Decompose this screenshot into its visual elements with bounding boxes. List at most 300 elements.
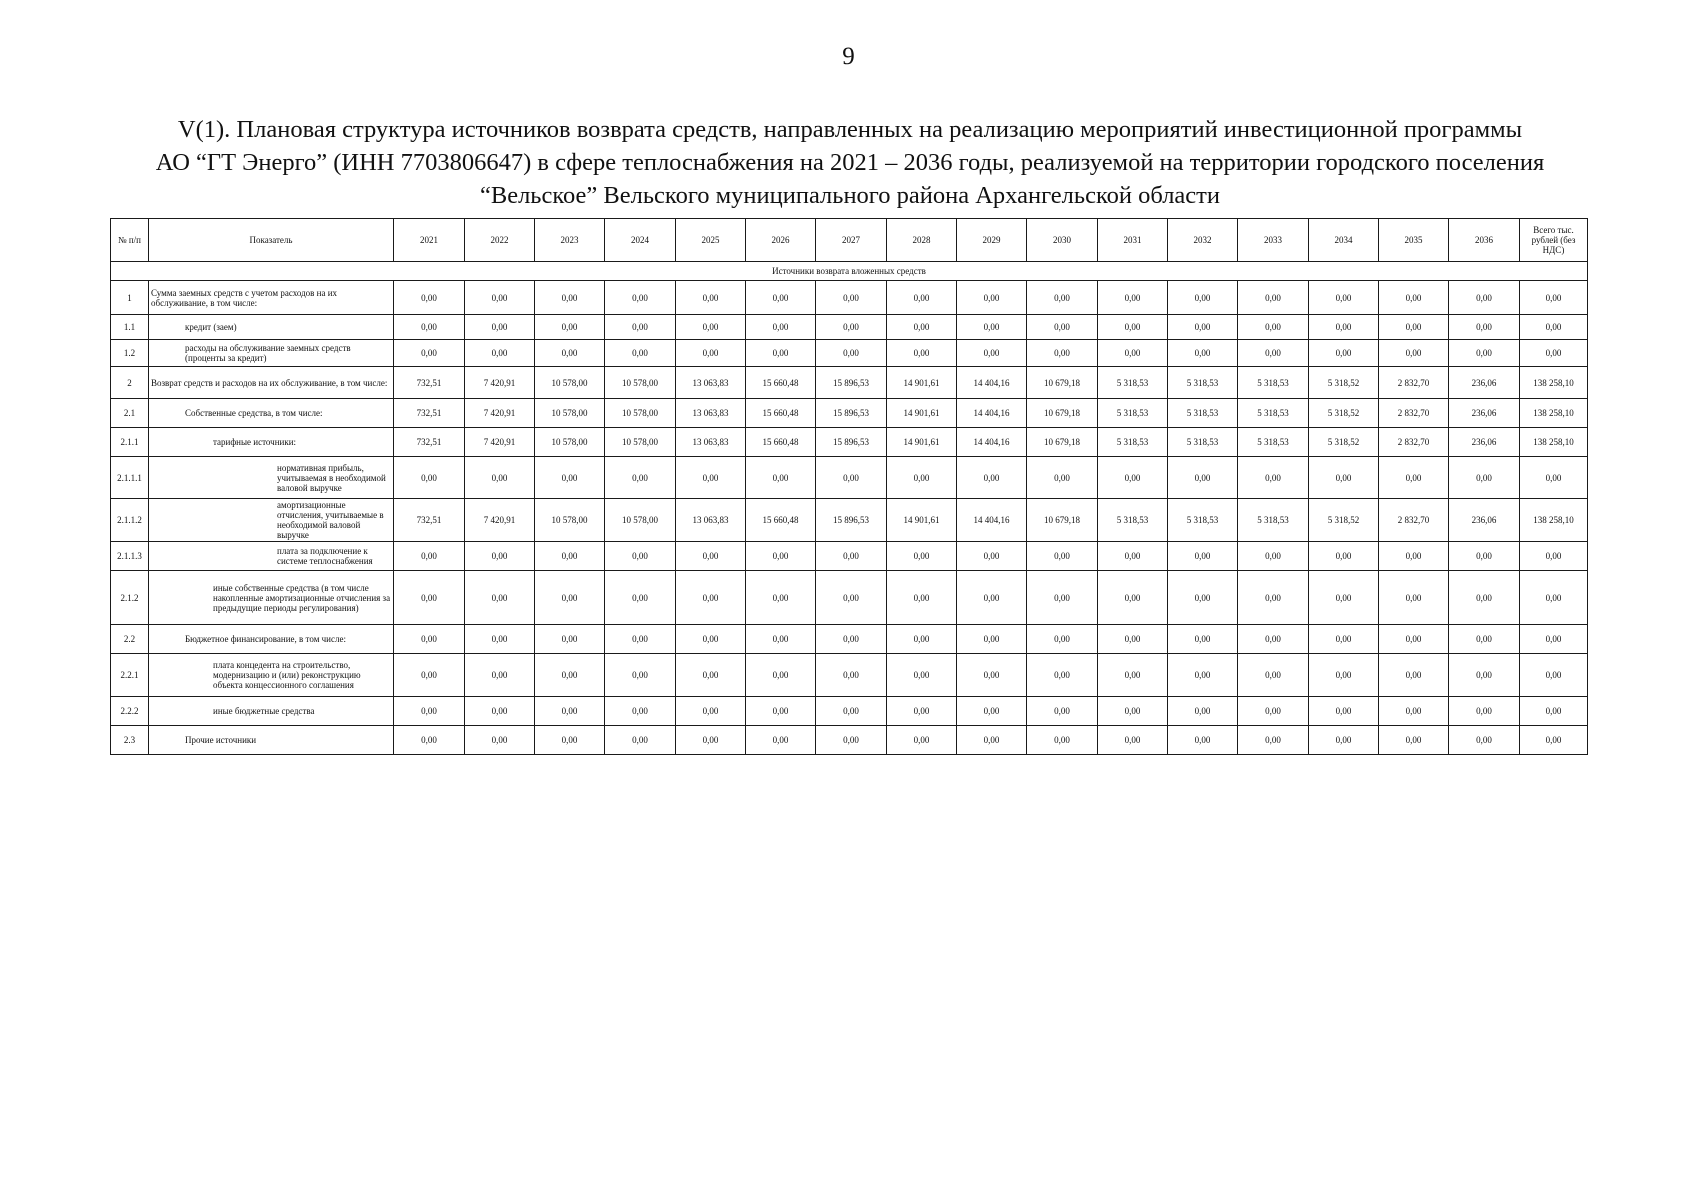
row-year-value: 0,00 [1379,697,1449,726]
row-year-value: 0,00 [1309,697,1379,726]
row-year-value: 0,00 [957,340,1027,367]
row-year-value: 0,00 [957,726,1027,755]
row-year-value: 0,00 [394,340,465,367]
row-total-value: 0,00 [1520,315,1588,340]
row-year-value: 0,00 [1238,340,1309,367]
row-year-value: 0,00 [1449,571,1520,625]
header-year: 2021 [394,219,465,262]
row-number: 2.1.1 [111,428,149,457]
row-year-value: 0,00 [816,281,887,315]
row-year-value: 732,51 [394,399,465,428]
row-year-value: 0,00 [676,726,746,755]
row-number: 2.1.1.2 [111,499,149,542]
row-year-value: 0,00 [535,571,605,625]
row-year-value: 0,00 [1168,625,1238,654]
row-year-value: 13 063,83 [676,499,746,542]
header-year: 2032 [1168,219,1238,262]
row-year-value: 0,00 [465,625,535,654]
sources-table [110,218,1588,755]
row-year-value: 236,06 [1449,399,1520,428]
row-year-value: 0,00 [1309,726,1379,755]
row-year-value: 0,00 [816,340,887,367]
table-row [111,315,1588,340]
row-year-value: 0,00 [1098,542,1168,571]
row-total-value: 0,00 [1520,340,1588,367]
row-year-value: 0,00 [1309,654,1379,697]
row-year-value: 0,00 [746,726,816,755]
row-year-value: 0,00 [1309,571,1379,625]
row-year-value: 0,00 [1168,571,1238,625]
row-year-value: 0,00 [394,625,465,654]
row-year-value: 0,00 [465,726,535,755]
row-year-value: 0,00 [1098,726,1168,755]
table-row [111,625,1588,654]
row-total-value: 0,00 [1520,571,1588,625]
title-line-2: АО “ГТ Энерго” (ИНН 7703806647) в сфере теплоснабжения на 2021 – 2036 годы, реализуемой на территории городского поселения [155,149,1545,176]
row-year-value: 0,00 [1379,571,1449,625]
row-year-value: 236,06 [1449,499,1520,542]
row-year-value: 2 832,70 [1379,428,1449,457]
row-year-value: 0,00 [1027,625,1098,654]
row-year-value: 0,00 [887,281,957,315]
section-row [111,262,1588,281]
row-year-value: 0,00 [394,457,465,499]
row-year-value: 0,00 [1379,542,1449,571]
row-year-value: 0,00 [887,315,957,340]
row-year-value: 0,00 [394,571,465,625]
row-year-value: 0,00 [1098,281,1168,315]
row-year-value: 0,00 [1238,457,1309,499]
row-year-value: 10 578,00 [605,499,676,542]
table-row [111,697,1588,726]
row-year-value: 0,00 [535,542,605,571]
header-year: 2022 [465,219,535,262]
row-year-value: 0,00 [605,542,676,571]
row-year-value: 0,00 [394,726,465,755]
row-year-value: 0,00 [1238,654,1309,697]
row-year-value: 0,00 [746,625,816,654]
row-year-value: 0,00 [957,281,1027,315]
row-number: 2 [111,367,149,399]
row-year-value: 0,00 [1098,340,1168,367]
row-year-value: 0,00 [394,654,465,697]
row-number: 2.3 [111,726,149,755]
row-year-value: 0,00 [1027,726,1098,755]
row-year-value: 0,00 [957,697,1027,726]
row-number: 2.2.2 [111,697,149,726]
row-indicator: плата концедента на строительство, модернизацию и (или) реконструкцию объекта концессионного соглашения [149,654,394,697]
row-year-value: 10 578,00 [605,367,676,399]
row-year-value: 0,00 [816,315,887,340]
table-row [111,542,1588,571]
row-year-value: 10 578,00 [605,399,676,428]
row-total-value: 138 258,10 [1520,428,1588,457]
document-title [100,113,1600,212]
row-year-value: 0,00 [1098,571,1168,625]
row-year-value: 5 318,53 [1098,399,1168,428]
row-year-value: 15 660,48 [746,399,816,428]
row-year-value: 13 063,83 [676,367,746,399]
row-year-value: 0,00 [1168,340,1238,367]
row-year-value: 0,00 [957,654,1027,697]
row-number: 2.1.1.3 [111,542,149,571]
row-year-value: 0,00 [394,697,465,726]
row-total-value: 0,00 [1520,697,1588,726]
row-indicator: иные бюджетные средства [149,697,394,726]
row-year-value: 0,00 [465,654,535,697]
row-year-value: 0,00 [1098,457,1168,499]
table-row [111,399,1588,428]
row-year-value: 0,00 [887,654,957,697]
table-row [111,281,1588,315]
sources-table-container [110,218,1588,755]
row-year-value: 5 318,52 [1309,428,1379,457]
title-line-1: V(1). Плановая структура источников возврата средств, направленных на реализацию мероприятий инвестиционной программы [177,116,1523,143]
row-year-value: 2 832,70 [1379,367,1449,399]
row-year-value: 0,00 [1379,457,1449,499]
row-year-value: 0,00 [1238,726,1309,755]
row-year-value: 5 318,53 [1168,499,1238,542]
header-year: 2029 [957,219,1027,262]
row-year-value: 15 896,53 [816,428,887,457]
row-year-value: 10 679,18 [1027,499,1098,542]
row-year-value: 14 901,61 [887,367,957,399]
row-total-value: 138 258,10 [1520,367,1588,399]
row-year-value: 0,00 [394,542,465,571]
row-year-value: 0,00 [605,281,676,315]
row-year-value: 0,00 [1379,726,1449,755]
header-year: 2033 [1238,219,1309,262]
row-year-value: 0,00 [535,315,605,340]
row-year-value: 14 404,16 [957,367,1027,399]
row-year-value: 14 404,16 [957,399,1027,428]
row-year-value: 0,00 [1309,625,1379,654]
table-row [111,571,1588,625]
row-year-value: 2 832,70 [1379,399,1449,428]
row-number: 2.1.1.1 [111,457,149,499]
section-title: Источники возврата вложенных средств [111,262,1588,281]
header-year: 2025 [676,219,746,262]
row-year-value: 236,06 [1449,428,1520,457]
row-year-value: 10 679,18 [1027,399,1098,428]
header-year: 2030 [1027,219,1098,262]
row-year-value: 5 318,52 [1309,499,1379,542]
row-year-value: 0,00 [1379,315,1449,340]
table-row [111,367,1588,399]
row-year-value: 0,00 [1449,726,1520,755]
row-year-value: 10 578,00 [535,367,605,399]
header-total: Всего тыс. рублей (без НДС) [1520,219,1588,262]
row-year-value: 0,00 [816,697,887,726]
header-year: 2028 [887,219,957,262]
row-year-value: 0,00 [816,726,887,755]
row-total-value: 0,00 [1520,542,1588,571]
row-year-value: 0,00 [816,571,887,625]
row-year-value: 0,00 [1027,315,1098,340]
row-indicator: Собственные средства, в том числе: [149,399,394,428]
row-year-value: 0,00 [1027,654,1098,697]
row-year-value: 7 420,91 [465,367,535,399]
header-year: 2036 [1449,219,1520,262]
row-year-value: 0,00 [605,726,676,755]
row-year-value: 0,00 [1238,625,1309,654]
row-year-value: 0,00 [887,457,957,499]
row-number: 2.1 [111,399,149,428]
row-year-value: 15 896,53 [816,399,887,428]
row-year-value: 0,00 [1449,340,1520,367]
row-year-value: 0,00 [1027,542,1098,571]
row-indicator: Бюджетное финансирование, в том числе: [149,625,394,654]
header-num: № п/п [111,219,149,262]
header-year: 2026 [746,219,816,262]
row-indicator: расходы на обслуживание заемных средств (проценты за кредит) [149,340,394,367]
row-year-value: 2 832,70 [1379,499,1449,542]
row-year-value: 0,00 [1309,457,1379,499]
row-year-value: 0,00 [465,571,535,625]
row-year-value: 0,00 [887,340,957,367]
row-total-value: 138 258,10 [1520,399,1588,428]
row-year-value: 5 318,52 [1309,367,1379,399]
row-year-value: 732,51 [394,499,465,542]
header-year: 2024 [605,219,676,262]
row-year-value: 0,00 [1379,340,1449,367]
row-year-value: 0,00 [1309,315,1379,340]
row-year-value: 0,00 [465,281,535,315]
row-year-value: 0,00 [887,625,957,654]
row-number: 2.1.2 [111,571,149,625]
row-year-value: 15 660,48 [746,428,816,457]
row-year-value: 0,00 [746,281,816,315]
row-year-value: 10 679,18 [1027,367,1098,399]
row-indicator: Сумма заемных средств с учетом расходов на их обслуживание, в том числе: [149,281,394,315]
row-year-value: 0,00 [1449,654,1520,697]
row-year-value: 0,00 [465,340,535,367]
row-year-value: 0,00 [676,697,746,726]
row-year-value: 15 896,53 [816,499,887,542]
row-year-value: 5 318,53 [1238,428,1309,457]
row-year-value: 0,00 [535,625,605,654]
row-year-value: 0,00 [1449,457,1520,499]
row-year-value: 0,00 [605,625,676,654]
row-year-value: 5 318,53 [1168,428,1238,457]
row-year-value: 0,00 [1027,697,1098,726]
row-year-value: 0,00 [605,340,676,367]
row-year-value: 732,51 [394,428,465,457]
row-year-value: 0,00 [816,457,887,499]
row-year-value: 0,00 [535,340,605,367]
header-year: 2034 [1309,219,1379,262]
table-row [111,457,1588,499]
row-year-value: 0,00 [1168,654,1238,697]
row-year-value: 0,00 [1379,625,1449,654]
row-year-value: 7 420,91 [465,399,535,428]
row-year-value: 0,00 [746,571,816,625]
table-row [111,428,1588,457]
row-year-value: 0,00 [605,315,676,340]
row-year-value: 0,00 [1168,697,1238,726]
row-total-value: 0,00 [1520,625,1588,654]
row-year-value: 0,00 [887,697,957,726]
row-year-value: 0,00 [605,697,676,726]
row-year-value: 0,00 [1379,654,1449,697]
row-total-value: 0,00 [1520,457,1588,499]
row-year-value: 0,00 [394,281,465,315]
row-year-value: 14 901,61 [887,428,957,457]
row-year-value: 0,00 [1027,457,1098,499]
row-year-value: 0,00 [957,542,1027,571]
row-year-value: 0,00 [1238,315,1309,340]
row-year-value: 0,00 [465,697,535,726]
row-indicator: плата за подключение к системе теплоснабжения [149,542,394,571]
row-year-value: 0,00 [746,340,816,367]
row-number: 2.2.1 [111,654,149,697]
row-year-value: 0,00 [1449,542,1520,571]
row-indicator: Прочие источники [149,726,394,755]
row-year-value: 5 318,52 [1309,399,1379,428]
row-year-value: 0,00 [1379,281,1449,315]
row-year-value: 0,00 [746,697,816,726]
row-year-value: 0,00 [465,315,535,340]
row-year-value: 0,00 [535,457,605,499]
row-year-value: 5 318,53 [1098,428,1168,457]
row-year-value: 0,00 [535,697,605,726]
row-year-value: 0,00 [1168,315,1238,340]
row-year-value: 0,00 [1238,571,1309,625]
row-year-value: 0,00 [676,315,746,340]
row-year-value: 0,00 [1309,281,1379,315]
header-year: 2023 [535,219,605,262]
row-year-value: 0,00 [1098,654,1168,697]
row-year-value: 0,00 [1449,281,1520,315]
row-year-value: 15 660,48 [746,367,816,399]
row-year-value: 0,00 [1449,315,1520,340]
row-year-value: 0,00 [887,542,957,571]
row-year-value: 0,00 [465,457,535,499]
row-number: 2.2 [111,625,149,654]
row-year-value: 0,00 [746,542,816,571]
row-year-value: 0,00 [394,315,465,340]
header-year: 2027 [816,219,887,262]
row-year-value: 0,00 [605,457,676,499]
row-total-value: 0,00 [1520,654,1588,697]
row-year-value: 10 578,00 [535,428,605,457]
row-year-value: 0,00 [535,654,605,697]
title-line-3: “Вельское” Вельского муниципального района Архангельской области [479,182,1220,209]
row-year-value: 14 404,16 [957,499,1027,542]
row-year-value: 0,00 [676,542,746,571]
row-indicator: иные собственные средства (в том числе накопленные амортизационные отчисления за предыдущие периоды регулирования) [149,571,394,625]
row-number: 1 [111,281,149,315]
row-year-value: 5 318,53 [1238,499,1309,542]
row-year-value: 10 578,00 [605,428,676,457]
row-year-value: 0,00 [676,281,746,315]
row-year-value: 5 318,53 [1168,367,1238,399]
row-year-value: 13 063,83 [676,399,746,428]
row-year-value: 0,00 [957,571,1027,625]
row-year-value: 0,00 [1449,697,1520,726]
header-year: 2031 [1098,219,1168,262]
row-year-value: 14 404,16 [957,428,1027,457]
row-year-value: 0,00 [957,457,1027,499]
row-year-value: 0,00 [1168,726,1238,755]
row-total-value: 0,00 [1520,726,1588,755]
row-year-value: 0,00 [676,625,746,654]
row-total-value: 0,00 [1520,281,1588,315]
row-year-value: 0,00 [676,654,746,697]
row-year-value: 0,00 [1027,281,1098,315]
row-year-value: 0,00 [465,542,535,571]
header-indicator: Показатель [149,219,394,262]
row-year-value: 236,06 [1449,367,1520,399]
row-year-value: 0,00 [746,315,816,340]
row-year-value: 0,00 [1168,542,1238,571]
row-number: 1.1 [111,315,149,340]
row-year-value: 0,00 [1098,625,1168,654]
row-total-value: 138 258,10 [1520,499,1588,542]
row-year-value: 732,51 [394,367,465,399]
row-year-value: 0,00 [1238,697,1309,726]
row-year-value: 0,00 [1027,340,1098,367]
row-indicator: нормативная прибыль, учитываемая в необходимой валовой выручке [149,457,394,499]
page-number: 9 [842,43,855,70]
row-year-value: 0,00 [957,625,1027,654]
row-year-value: 10 578,00 [535,499,605,542]
row-year-value: 0,00 [1309,542,1379,571]
table-row [111,499,1588,542]
row-year-value: 0,00 [746,457,816,499]
row-year-value: 0,00 [535,281,605,315]
row-year-value: 10 679,18 [1027,428,1098,457]
row-year-value: 0,00 [1238,542,1309,571]
row-year-value: 0,00 [605,654,676,697]
row-year-value: 5 318,53 [1098,499,1168,542]
row-year-value: 0,00 [1168,457,1238,499]
row-indicator: тарифные источники: [149,428,394,457]
row-year-value: 13 063,83 [676,428,746,457]
row-year-value: 0,00 [1238,281,1309,315]
row-year-value: 0,00 [746,654,816,697]
row-year-value: 5 318,53 [1238,367,1309,399]
row-year-value: 0,00 [676,457,746,499]
row-year-value: 0,00 [816,542,887,571]
row-year-value: 0,00 [887,571,957,625]
row-year-value: 0,00 [1449,625,1520,654]
row-year-value: 0,00 [1098,315,1168,340]
row-year-value: 0,00 [1098,697,1168,726]
row-year-value: 0,00 [1027,571,1098,625]
row-number: 1.2 [111,340,149,367]
row-year-value: 5 318,53 [1098,367,1168,399]
row-year-value: 0,00 [816,654,887,697]
row-year-value: 15 660,48 [746,499,816,542]
table-body [111,262,1588,755]
row-year-value: 0,00 [676,571,746,625]
row-year-value: 14 901,61 [887,499,957,542]
row-indicator: Возврат средств и расходов на их обслуживание, в том числе: [149,367,394,399]
row-year-value: 5 318,53 [1238,399,1309,428]
table-header-row [111,219,1588,262]
row-year-value: 0,00 [535,726,605,755]
row-year-value: 0,00 [676,340,746,367]
row-year-value: 0,00 [887,726,957,755]
row-year-value: 7 420,91 [465,499,535,542]
row-indicator: амортизационные отчисления, учитываемые в необходимой валовой выручке [149,499,394,542]
row-year-value: 15 896,53 [816,367,887,399]
table-row [111,654,1588,697]
row-year-value: 0,00 [816,625,887,654]
row-year-value: 10 578,00 [535,399,605,428]
row-year-value: 0,00 [605,571,676,625]
